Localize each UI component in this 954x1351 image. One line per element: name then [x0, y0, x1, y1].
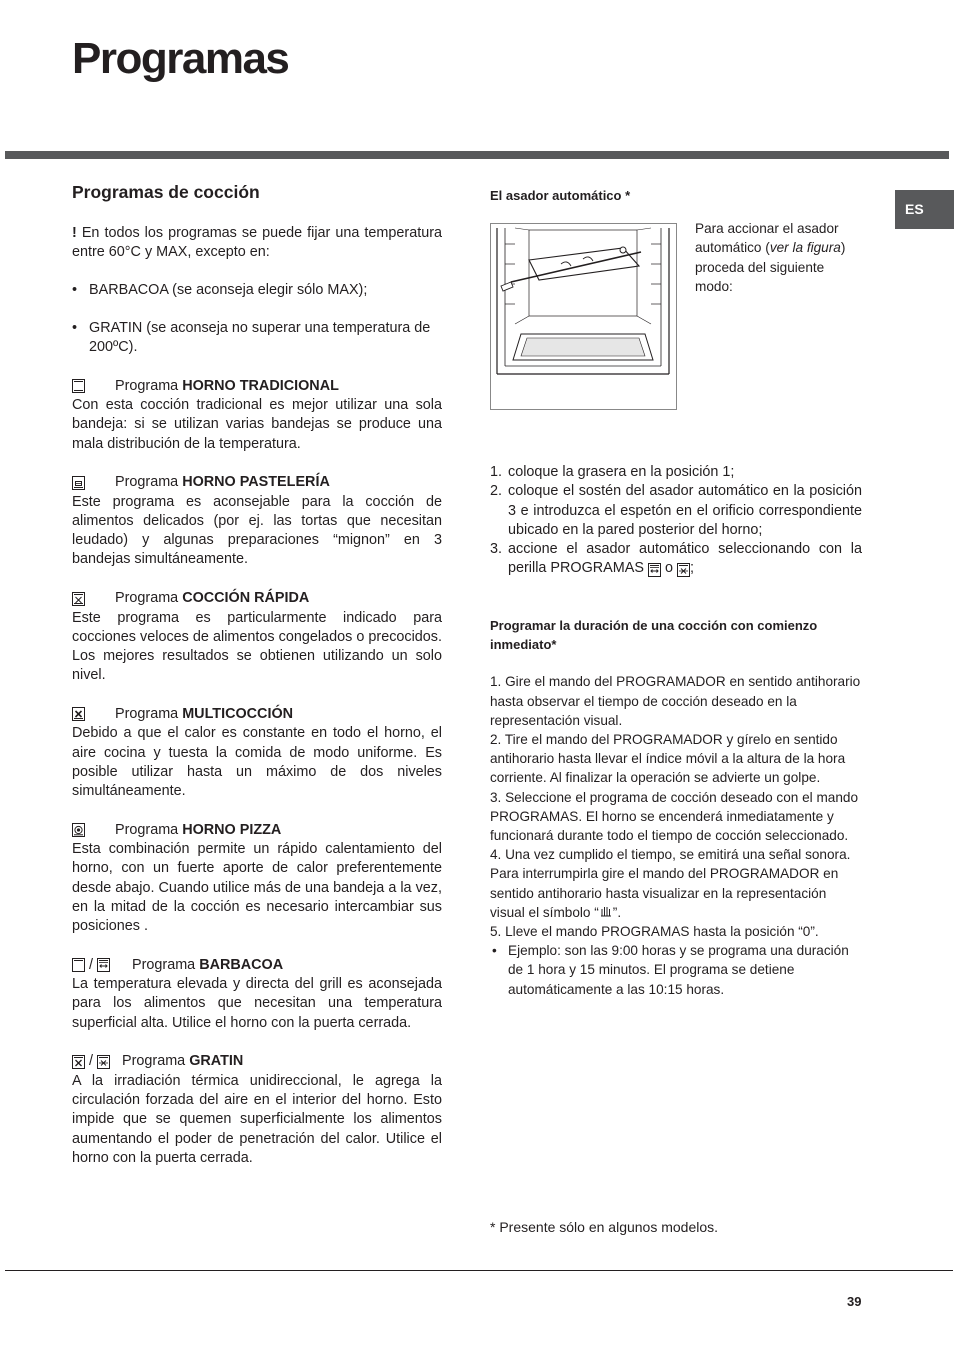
page-title: Programas — [72, 34, 289, 83]
timer-step: 2. Tire el mando del PROGRAMADOR y gírelo en sentido antihorario hasta llevar el índice móvil a la altura de la hora corriente. Al finalizar la operación se advierte un golpe. — [490, 732, 846, 786]
warning-mark: ! — [72, 225, 77, 242]
traditional-oven-icon — [72, 379, 85, 393]
program-description: La temperatura elevada y directa del grill es aconsejada para los alimentos que necesitan una temperatura superficial alta. Utilice el horno con la puerta cerrada. — [72, 976, 442, 1031]
fast-cooking-icon — [72, 592, 85, 606]
program-prefix: Programa — [115, 377, 179, 394]
language-tab: ES — [895, 190, 954, 229]
program-gratin — [72, 1052, 442, 1168]
program-name: MULTICOCCIÓN — [182, 705, 294, 722]
bottom-divider — [5, 1270, 953, 1271]
timer-step: 5. Lleve el mando PROGRAMAS hasta la posición “0”. — [490, 924, 819, 940]
timer-step: 1. Gire el mando del PROGRAMADOR en sentido antihorario hasta observar el tiempo de cocción deseado en la representación visual. — [490, 674, 861, 728]
program-name: COCCIÓN RÁPIDA — [182, 590, 310, 607]
exceptions-list — [72, 281, 442, 358]
multi-cooking-icon — [72, 707, 85, 721]
program-description: Debido a que el calor es constante en todo el horno, el aire cocina y tuesta la comida de modo uniforme. Es posible utilizar hasta un máximo de dos niveles simultáneamente. — [72, 725, 442, 800]
rotisserie-steps — [490, 463, 862, 578]
list-item: 2. coloque el sostén del asador automático en la posición 3 e introduzca el espetón en el orificio correspondiente ubicado en la pared posterior del horno; — [490, 483, 862, 538]
top-divider — [5, 151, 949, 159]
program-pizza — [72, 820, 442, 936]
program-multi-cooking — [72, 704, 442, 801]
program-description: A la irradiación térmica unidireccional, le agrega la circulación forzada del aire en el interior del horno. Esto impide que se quemen superficialmente los alimentos aumentando el poder de penetración del calor. Utilice el horno con la puerta cerrada. — [72, 1072, 442, 1166]
pastry-oven-icon — [72, 476, 85, 490]
icon-separator: / — [89, 1053, 93, 1070]
grill-icon — [72, 958, 85, 972]
program-name: HORNO PIZZA — [182, 821, 282, 838]
program-description: Este programa es aconsejable para la cocción de alimentos delicados (por ej. las tortas que necesitan leudado) y algunas preparaciones “mignon” en 3 bandejas simultáneamente. — [72, 493, 442, 568]
program-description: Esta combinación permite un rápido calentamiento del horno, con un fuerte aporte de calor preferentemente desde abajo. Cuando utilice más de una bandeja a la vez, en la mitad de la cocción es necesario intercambiar sus posiciones . — [72, 841, 442, 935]
program-prefix: Programa — [132, 956, 196, 973]
program-description: Este programa es particularmente indicado para cocciones veloces de alimentos congelados o precocidos. Los mejores resultados se obtienen utilizando un solo nivel. — [72, 609, 442, 684]
program-prefix: Programa — [115, 474, 179, 491]
program-name: HORNO PASTELERÍA — [182, 474, 330, 491]
section-title: Programas de cocción — [72, 182, 260, 202]
page-number: 39 — [847, 1294, 862, 1309]
timer-section-title: Programar la duración de una cocción con comienzo inmediato* — [490, 618, 818, 653]
example-item: • Ejemplo: son las 9:00 horas y se programa una duración de 1 hora y 15 minutos. El programa se detiene automáticamente a las 10:15 horas. — [490, 941, 862, 999]
program-fast-cooking — [72, 589, 442, 686]
pizza-oven-icon — [72, 823, 85, 837]
hand-symbol-icon — [599, 903, 613, 915]
icon-separator: / — [89, 956, 93, 973]
program-prefix: Programa — [115, 590, 179, 607]
program-name: BARBACOA — [199, 956, 284, 973]
list-item: • BARBACOA (se aconseja elegir sólo MAX); — [72, 281, 442, 300]
program-name: HORNO TRADICIONAL — [182, 377, 339, 394]
rotisserie-figure — [490, 223, 677, 410]
timer-step: 4. Una vez cumplido el tiempo, se emitirá una señal sonora. Para interrumpirla gire el mando del PROGRAMADOR en sentido antihorario hasta visualizar en la representación visual el símbolo “ ”. — [490, 847, 851, 920]
gratin-rotisserie-icon — [677, 563, 690, 577]
rotisserie-grill-icon — [648, 563, 661, 577]
cooking-programs-column — [72, 183, 442, 1187]
program-prefix: Programa — [115, 705, 179, 722]
program-description: Con esta cocción tradicional es mejor utilizar una sola bandeja: si se utilizan varias bandejas se produce una mala distribución de la temperatura. — [72, 397, 442, 452]
gratin-fan-icon — [72, 1055, 85, 1069]
gratin-rotisserie-icon — [97, 1055, 110, 1069]
program-name: GRATIN — [189, 1053, 244, 1070]
program-barbecue — [72, 955, 442, 1033]
list-item: 3. accione el asador automático seleccionando con la perilla PROGRAMAS o ; — [490, 541, 862, 577]
timer-steps — [490, 672, 862, 998]
timer-step: 3. Seleccione el programa de cocción deseado con el mando PROGRAMAS. El horno se encenderá inmediatamente y funcionará durante todo el tiempo de cocción seleccionado. — [490, 789, 859, 844]
intro-paragraph — [72, 224, 442, 262]
rotisserie-title: El asador automático * — [490, 188, 631, 203]
list-item: 1. coloque la grasera en la posición 1; — [490, 464, 735, 481]
program-prefix: Programa — [122, 1053, 186, 1070]
program-traditional — [72, 376, 442, 454]
program-prefix: Programa — [115, 821, 179, 838]
footnote: * Presente sólo en algunos modelos. — [490, 1219, 719, 1235]
intro-text: En todos los programas se puede fijar una temperatura entre 60°C y MAX, excepto en: — [72, 225, 442, 261]
rotisserie-grill-icon — [97, 958, 110, 972]
rotisserie-column — [490, 186, 862, 999]
figure-caption: Para accionar el asador automático (ver la figura) proceda del siguiente modo: — [695, 221, 846, 294]
program-pastry — [72, 473, 442, 570]
list-item: • GRATIN (se aconseja no superar una temperatura de 200ºC). — [72, 319, 442, 357]
